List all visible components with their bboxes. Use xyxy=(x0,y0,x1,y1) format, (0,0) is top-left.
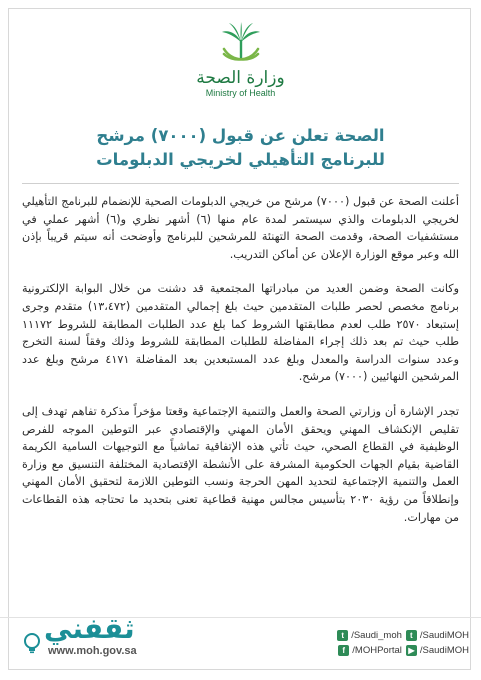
youtube-icon: ▶ xyxy=(406,645,417,656)
ministry-name-arabic: وزارة الصحة xyxy=(196,68,285,88)
lightbulb-icon xyxy=(22,632,42,658)
social-handle: /MOHPortal xyxy=(352,645,402,656)
social-handle: /SaudiMOH xyxy=(419,645,469,656)
social-link-saudi-moh[interactable] xyxy=(337,630,402,641)
facebook-icon: f xyxy=(338,645,349,656)
social-link-saudimoh-twitter[interactable] xyxy=(406,630,469,641)
social-handle: /SaudiMOH xyxy=(419,630,469,641)
title-line-2: للبرنامج التأهيلي لخريجي الدبلومات xyxy=(96,150,385,169)
title-line-1: الصحة تعلن عن قبول (٧٠٠٠) مرشح xyxy=(96,126,385,145)
ministry-logo xyxy=(0,22,481,98)
social-links xyxy=(314,630,469,660)
palm-swords-emblem-icon xyxy=(218,22,264,66)
divider xyxy=(22,183,459,184)
social-link-mohportal[interactable] xyxy=(338,645,402,656)
social-handle: /Saudi_moh xyxy=(351,630,402,641)
social-link-saudimoh-youtube[interactable] xyxy=(406,645,469,656)
paragraph-2: وكانت الصحة وضمن العديد من مبادراتها المجتمعية قد دشنت من خلال البوابة الإلكترونية برنامج مخصص لحصر طلبات المتقدمين حيث بلغ إجمالي المتقدمين (١٣،٤٧٢) متقدم وجرى إستبعاد ٢٥٧٠ طلب لعدم مطابقتها الشروط كما بلغ عدد الطلبات المطابقة للشروط ١١١٧٢ طلب حيث تم بعد ذلك إجراء المفاضلة للطلبات المطابقة للشروط وذلك وفقاً لسنة التخرج وعدد سنوات الدراسة والمعدل وبلغ عدد المستبعدين بعد المفاضلة ٤١٧١ مرشح وبلغ عدد المرشحين النهائيين (٧٠٠٠) مرشح. xyxy=(22,282,460,384)
watermark-logo: ثقفني xyxy=(44,612,135,645)
twitter-icon: t xyxy=(337,630,348,641)
twitter-icon: t xyxy=(406,630,417,641)
ministry-name-english: Ministry of Health xyxy=(205,88,276,98)
paragraph-3: تجدر الإشارة أن وزارتي الصحة والعمل والتنمية الإجتماعية وقعتا مؤخراً مذكرة تفاهم تهدف إلى تقليص الإنكشاف المهني ويحقق الأمان المهني والإقتصادي عبر التوطين الموجه للفرص الوظيفية في القطاع الصحي، حيث تأتي هذه الإتفاقية تماشياً مع التوجيهات السامية الكريمة القاضية بقيام الجهات الحكومية المشرفة على الأنشطة الإقتصادية المختلفة التنسيق مع وزارة العمل والتنمية الإجتماعية لتحديد المهن الحرجة ونسب التوطين اللازمة لتحقيق الأمان المهني وإنطلاقاً من رؤية ٢٠٣٠ بتأسيس مجالس مهنية قطاعية تعنى بتحديد ما تحتاجه هذه القطاعات من مهارات. xyxy=(22,404,459,524)
paragraph-1: أعلنت الصحة عن قبول (٧٠٠٠) مرشح من خريجي الدبلومات الصحية للإنضمام للبرنامج التأهيلي لخريجي الدبلومات والذي سيستمر لمدة عام منها (٦) أشهر نظري و(٦) أشهر عملي في مستشفيات الصحة، وقدمت الصحة التهنئة للمرشحين للبرنامج وأوضحت أنه سيتم قريباً بإذن الله وعبر موقع الوزارة الإعلان عن أماكن التدريب. xyxy=(22,195,459,261)
page-title xyxy=(30,124,451,172)
article-body xyxy=(22,193,459,526)
website-link[interactable]: www.moh.gov.sa xyxy=(48,645,137,657)
